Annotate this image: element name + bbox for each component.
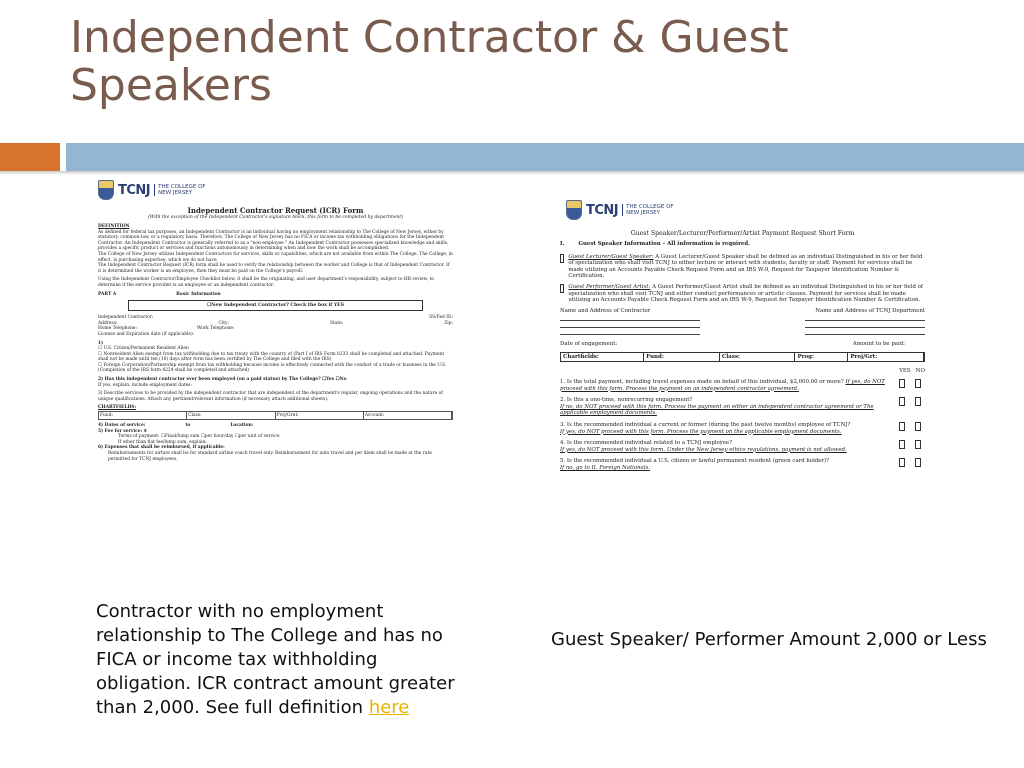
using-text: Using the Independent Contractor/Employee Checklist below, it shall be the originating, and user department's responsibility, subject to HR review, to determine if the service provider is an employee or an independent contractor. (98, 277, 435, 288)
tcnj-logo-right (566, 200, 925, 220)
q1-label: 1) (98, 340, 104, 346)
q5-other: If other than flat fee/lump sum, explain: (118, 439, 207, 445)
license-row: License and Expiration date (if applicable): (98, 331, 195, 337)
accent-bar-orange (0, 143, 60, 171)
logo-college-text: THE COLLEGE OF NEW JERSEY (154, 184, 205, 196)
phone-row: Home Telephone: Work Telephone: (98, 326, 235, 332)
q4: 4) Dates of service: to Location: (98, 423, 254, 429)
guest-performer-checkbox (560, 284, 564, 293)
yes-checkbox (899, 458, 905, 467)
guest-question-3: 3. Is the recommended individual a current or former (during the past twelve months) employee of TCNJ? If yes, do NOT proceed with this form. Process the payment on the applicable employment documents. (560, 422, 925, 435)
yes-checkbox (899, 397, 905, 406)
no-checkbox (915, 440, 921, 449)
new-contractor-box: ☐New Independent Contractor? Check the box if YES (128, 300, 423, 311)
yes-checkbox (899, 422, 905, 431)
logo-tcnj-text: TCNJ (118, 182, 151, 198)
no-checkbox (915, 379, 921, 388)
accent-bar-blue (66, 143, 1024, 171)
q2: 2) Has this independent contractor ever been employed (on a paid status) by The College? ☐Yes ☐No (98, 377, 347, 383)
icr-caption-text: Contractor with no employment relationship to The College and has no FICA or income tax withholding obligation. ICR contract amount greater than 2,000. See full definition (96, 601, 455, 718)
guest-form-title: Guest Speaker/Lecturer/Performer/Artist Payment Request Short Form (630, 230, 855, 237)
college-seal-icon (98, 180, 114, 200)
icr-form-title: Independent Contractor Request (ICR) Form (187, 206, 364, 215)
definition-p2: The College of New Jersey utilizes Independent Contractors for services, skills or capabilities, which are not available from within The College. The College, in effect, is purchasing expertise, which we do not have. (98, 251, 453, 263)
guest-question-5: 5. Is the recommended individual a U.S. citizen or lawful permanent resident (green card holder)? If no, go to II. Foreign Nationals. (560, 458, 925, 471)
q1-option-c: ☐ Foreign Corporation/Partnership exempt from tax withholding because income is effectively connected with the conduct of a trade or business in the U.S. (Completion of the IRS form 4224 shall be completed and attached) (98, 362, 447, 374)
q2-explain: If yes, explain, include employment dates: (98, 382, 192, 388)
definition-link[interactable]: here (368, 697, 410, 718)
q3: 3) Describe services to be provided by the independent contractor that are independent of the department's regular, ongoing operations and the nature of unique qualifications. Attach any pertinent/relevant information (if necessary attach additional sheets). (98, 391, 443, 402)
guest-section-heading: I. Guest Speaker Information – All information is required. (560, 241, 751, 247)
guest-question-4: 4. Is the recommended individual related to a TCNJ employee? If yes, do NOT proceed with this form. Under the New Jersey ethics regulations, payment is not allowed. (560, 440, 925, 453)
guest-question-1: 1. Is the total payment, including travel expenses made on behalf of this individual, $2,000.00 or more? If yes, do NOT proceed with this form. Process the payment on an independent contractor agreement. (560, 379, 925, 392)
guest-chartfields: Chartfields: Fund: Class: Prog: Proj/Grt: (560, 352, 925, 362)
q1-option-b: ☐ Nonresident Alien exempt from tax withholding due to tax treaty with the country of (Part I of IRS Form 8233 shall be completed and attached. Payment shall not be made until ten (10) days after form has been certified by The College and filed with the IRS) (98, 351, 445, 363)
icr-form-subtitle: (With the exception of the Independent Contractor's signature block, this form to be completed by department) (148, 215, 403, 220)
guest-question-2: 2. Is this a one-time, nonrecurring engagement? If no, do NOT proceed with this form. Process the payment on either an independent contractor agreement or The applicable employment documents. (560, 397, 925, 417)
yes-no-header: YES NO (899, 367, 925, 374)
guest-speaker-caption: Guest Speaker/ Performer Amount 2,000 or Less (551, 629, 987, 650)
guest-lecturer-checkbox (560, 254, 564, 263)
no-checkbox (915, 458, 921, 467)
icr-form-image (98, 180, 453, 578)
address-lines (560, 314, 925, 335)
guest-speaker-form-image (560, 200, 925, 585)
basic-info-label: Basic Information (176, 291, 221, 297)
yes-checkbox (899, 379, 905, 388)
slide-title: Independent Contractor & Guest Speakers (70, 12, 789, 111)
chartfields-grid: Fund: Class: Proj/Grnt: Account: (98, 411, 453, 420)
definition-heading: DEFINITION (98, 224, 130, 229)
college-seal-icon (566, 200, 582, 220)
chartfields-label: CHARTFIELDS: (98, 405, 137, 411)
icr-caption (96, 600, 476, 720)
part-a-label: PART A (98, 291, 117, 297)
accent-bar (0, 143, 1024, 171)
definition-p3: The Independent Contractor Request (ICR) form shall be used to verify the relationship between the worker and College is that of Independent Contractor. If it is determined the worker is an employee, then they must be paid on the College's payroll. (98, 263, 450, 274)
engagement-row: Date of engagement: Amount to be paid: (560, 341, 905, 348)
accent-bar-shadow (0, 171, 1024, 175)
address-row: Address: City: State: Zip: (98, 320, 453, 326)
definition-p1: As defined for federal tax purposes, an Independent Contractor is an individual having no employment relationship to The College of New Jersey, either by statutory, common-law, or a regulatory basis. Therefore, The College of New Jersey has no FICA or income tax withholding obligations for the Independent Contractor. An Independent Contractor is generally referred to as a "non-employee." An Independent Contractor possesses specialized knowledge and skills, provides a specific product or services and functions autonomously in determining when and how the work shall be accomplished. (98, 229, 449, 252)
no-checkbox (915, 422, 921, 431)
address-headings: Name and Address of Contractor Name and Address of TCNJ Department (560, 307, 925, 314)
contractor-row: Independent Contractor: SS/Fed ID: (98, 315, 453, 321)
no-checkbox (915, 397, 921, 406)
logo-college-text: THE COLLEGE OF NEW JERSEY (622, 204, 673, 216)
tcnj-logo (98, 180, 453, 200)
guest-performer-option: Guest Performer/Guest Artist: A Guest Performer/Guest Artist shall be defined as an individual Distinguished in his or her field of specialization who shall visit TCNJ and either conduct performances or artistic classes. Payment for services shall be made utilizing an Accounts Payable Check Request Form and an IRS W-9, Request for Taxpayer Identification Number & Certification. (560, 284, 925, 304)
q6-note: Reimbursements for airfare shall be for standard airline coach travel only. Reimbursement for auto travel and per diem shall be made at the rate permitted for TCNJ employees. (108, 451, 432, 462)
yes-checkbox (899, 440, 905, 449)
q5-terms: Terms of payment: ☐Final/lump sum ☐per hour/day ☐per unit of service (118, 434, 280, 440)
guest-lecturer-option: Guest Lecturer/Guest Speaker: A Guest Lecturer/Guest Speaker shall be defined as an individual Distinguished in his or her field of specialization who shall visit TCNJ to either lecture or interact with students, faculty or staff. Payment for services shall be made utilizing an Accounts Payable Check Request Form and an IRS W-9, Request for Taxpayer Identification Number & Certification. (560, 254, 925, 280)
logo-tcnj-text: TCNJ (586, 202, 619, 218)
part-a-row (98, 292, 453, 298)
q6: 6) Expenses that shall be reimbursed, if applicable: (98, 445, 225, 451)
q1-option-a: ☐ U.S. Citizen/Permanent Resident Alien (98, 346, 189, 352)
q5: 5) Fee for service: $ (98, 428, 147, 434)
